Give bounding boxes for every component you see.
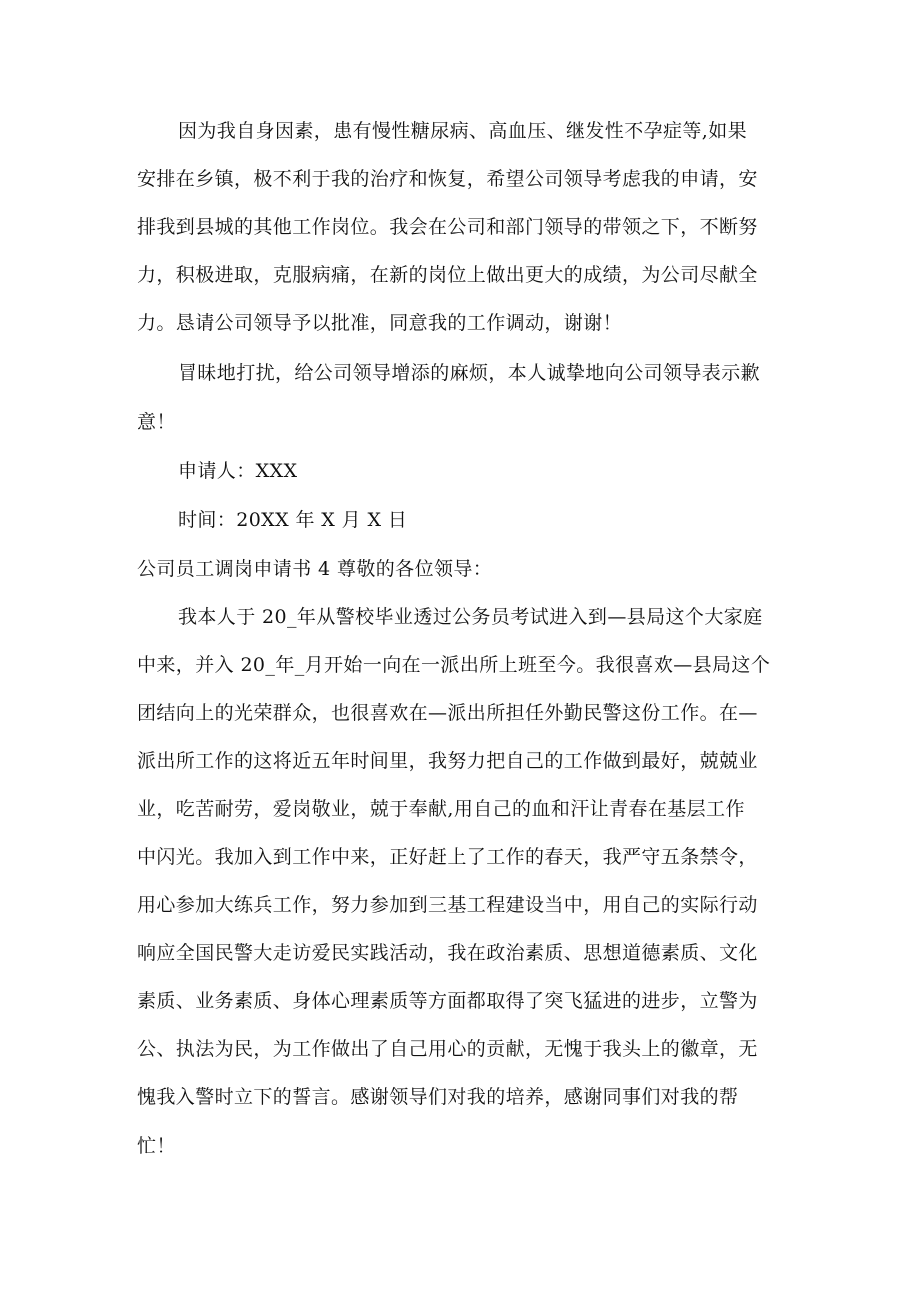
paragraph-1-line-1: 因为我自身因素，患有慢性糖尿病、高血压、继发性不孕症等,如果 — [178, 120, 748, 142]
paragraph-3-line-3: 团结向上的光荣群众，也很喜欢在—派出所担任外勤民警这份工作。在— — [137, 702, 758, 724]
paragraph-3-line-6: 中闪光。我加入到工作中来，正好赶上了工作的春天，我严守五条禁令， — [137, 846, 758, 868]
paragraph-3-line-1: 我本人于 20_年从警校毕业透过公务员考试进入到—县局这个大家庭 — [178, 606, 763, 628]
paragraph-3-line-8: 响应全国民警大走访爱民实践活动，我在政治素质、思想道德素质、文化 — [137, 942, 758, 964]
paragraph-2-line-2: 意！ — [137, 411, 176, 433]
signature-applicant: 申请人：XXX — [178, 460, 298, 482]
paragraph-3-line-7: 用心参加大练兵工作，努力参加到三基工程建设当中，用自己的实际行动 — [137, 894, 758, 916]
paragraph-1-line-5: 力。恳请公司领导予以批准，同意我的工作调动，谢谢！ — [137, 312, 623, 334]
paragraph-3-line-9: 素质、业务素质、身体心理素质等方面都取得了突飞猛进的进步，立警为 — [137, 990, 758, 1012]
paragraph-1-line-2: 安排在乡镇，极不利于我的治疗和恢复，希望公司领导考虑我的申请，安 — [137, 168, 758, 190]
section-heading: 公司员工调岗申请书 4 尊敬的各位领导： — [137, 558, 493, 580]
paragraph-1-line-3: 排我到县城的其他工作岗位。我会在公司和部门领导的带领之下，不断努 — [137, 216, 758, 238]
paragraph-3-line-12: 忙！ — [137, 1135, 176, 1157]
paragraph-1-line-4: 力，积极进取，克服病痛，在新的岗位上做出更大的成绩，为公司尽献全 — [137, 264, 758, 286]
paragraph-2-line-1: 冒昧地打扰，给公司领导增添的麻烦，本人诚挚地向公司领导表示歉 — [178, 362, 761, 384]
paragraph-3-line-4: 派出所工作的这将近五年时间里，我努力把自己的工作做到最好，兢兢业 — [137, 750, 758, 772]
paragraph-3-line-10: 公、执法为民，为工作做出了自己用心的贡献，无愧于我头上的徽章，无 — [137, 1038, 758, 1060]
paragraph-3-line-5: 业，吃苦耐劳，爱岗敬业，兢于奉献,用自己的血和汗让青春在基层工作 — [137, 798, 745, 820]
signature-date: 时间：20XX 年 X 月 X 日 — [178, 509, 408, 531]
paragraph-3-line-11: 愧我入警时立下的誓言。感谢领导们对我的培养，感谢同事们对我的帮 — [137, 1086, 739, 1108]
paragraph-3-line-2: 中来，并入 20_年_月开始一向在一派出所上班至今。我很喜欢—县局这个 — [137, 654, 771, 676]
